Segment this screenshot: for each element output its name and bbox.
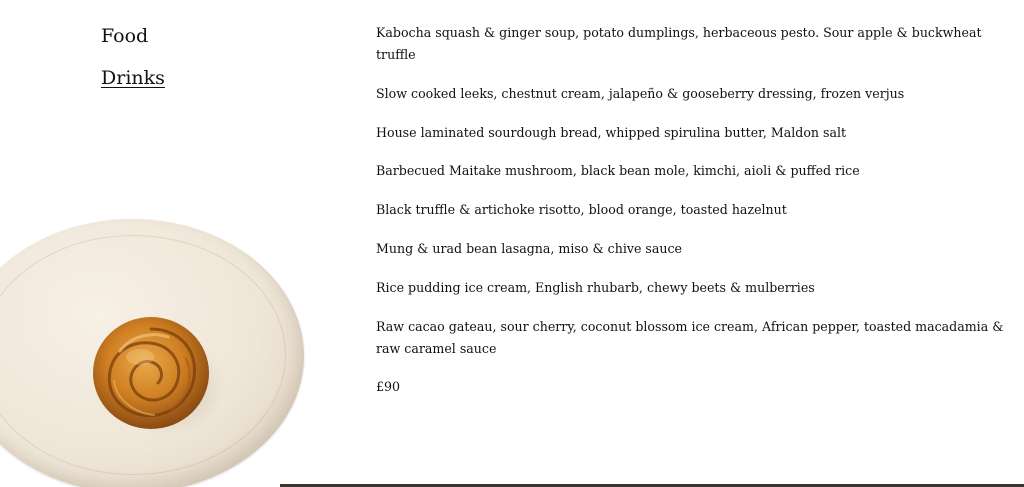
dish-photo — [0, 215, 310, 487]
menu-item: Rice pudding ice cream, English rhubarb, chewy beets & mulberries — [376, 279, 815, 295]
menu-item: Slow cooked leeks, chestnut cream, jalapeño & gooseberry dressing, frozen verjus — [376, 85, 905, 101]
menu-item: Black truffle & artichoke risotto, blood orange, toasted hazelnut — [376, 202, 787, 218]
menu-item: Mung & urad bean lasagna, miso & chive sauce — [376, 240, 683, 256]
menu-item: Kabocha squash & ginger soup, potato dumplings, herbaceous pesto. Sour apple & buckwheat truffle — [376, 25, 982, 62]
menu-item: Barbecued Maitake mushroom, black bean mole, kimchi, aioli & puffed rice — [376, 163, 860, 179]
tasting-menu-list — [376, 22, 1016, 398]
nav-link-food[interactable]: Food — [101, 25, 149, 47]
menu-price: £90 — [376, 378, 401, 394]
nav-link-drinks[interactable]: Drinks — [101, 67, 165, 89]
pastry-icon — [90, 311, 212, 433]
menu-nav — [101, 22, 165, 92]
menu-item: House laminated sourdough bread, whipped spirulina butter, Maldon salt — [376, 124, 847, 140]
menu-item: Raw cacao gateau, sour cherry, coconut blossom ice cream, African pepper, toasted macadamia & raw caramel sauce — [376, 318, 1004, 356]
